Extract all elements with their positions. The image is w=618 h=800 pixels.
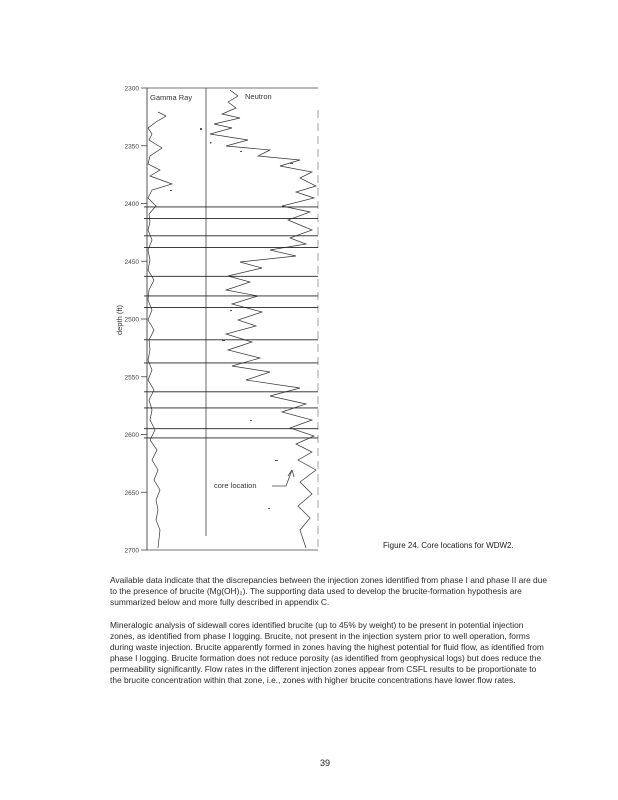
page-number: 39 bbox=[320, 758, 331, 768]
depth-ticks bbox=[125, 86, 147, 555]
core-location-lines bbox=[144, 207, 318, 438]
depth-axis-label: depth (ft) bbox=[115, 304, 124, 336]
depth-tick-label: 2450 bbox=[124, 258, 139, 266]
neutron-curve bbox=[210, 90, 316, 548]
log-specks bbox=[170, 128, 293, 509]
depth-tick-label: 2500 bbox=[124, 316, 139, 324]
neutron-label: Neutron bbox=[245, 92, 272, 101]
depth-tick-label: 2350 bbox=[124, 143, 139, 151]
paragraph-2: Mineralogic analysis of sidewall cores identified brucite (up to 45% by weight) to be present in potential injection zones, as identified from phase I logging. Brucite, not present in the injection system prior to well operation, forms during waste injection. Brucite apparently formed in zones having the highest potential for fluid flow, as identified from phase I logging. Brucite formation does not reduce porosity (as identified from geophysical logs) but does reduce the permeability significantly. Flow rates in the different injection zones appear from CSFL results to be proportionate to the brucite concentration within that zone, i.e., zones with higher brucite concentrations have lower flow rates. bbox=[110, 620, 544, 685]
gamma-ray-label: Gamma Ray bbox=[150, 93, 193, 102]
depth-tick-label: 2650 bbox=[124, 489, 139, 497]
paragraph-1: Available data indicate that the discrepancies between the injection zones identified from phase I and phase II are due to the presence of brucite (Mg(OH)₂). The supporting data used to develop the brucite-formation hypothesis are summarized below and more fully described in appendix C. bbox=[110, 575, 548, 607]
core-location-label: core location bbox=[214, 481, 257, 490]
depth-tick-label: 2400 bbox=[124, 201, 139, 208]
core-pointer bbox=[272, 470, 292, 486]
figure-caption: Figure 24. Core locations for WDW2. bbox=[383, 541, 514, 550]
depth-tick-label: 2600 bbox=[124, 432, 139, 439]
depth-tick-label: 2550 bbox=[124, 374, 139, 382]
depth-tick-label: 2700 bbox=[124, 547, 139, 555]
gamma-ray-curve bbox=[148, 112, 172, 548]
depth-tick-label: 2300 bbox=[124, 85, 139, 93]
